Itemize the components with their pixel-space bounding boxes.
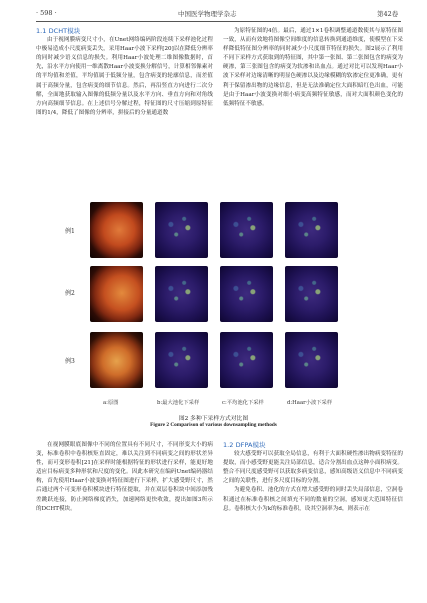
row-label-2: 例2: [65, 290, 75, 297]
haar-feature-3: [285, 332, 338, 388]
haar-feature-2: [285, 266, 338, 322]
fundus-image-2: [90, 266, 143, 322]
maxpool-feature-3: [155, 332, 208, 388]
right-column-bottom: [223, 441, 403, 514]
fundus-image-3: [90, 332, 143, 388]
row-label-1: 例1: [65, 228, 75, 235]
volume-label: 第42卷: [377, 10, 399, 18]
section-heading-dfpa: 1.2 DFPA模块: [223, 441, 266, 449]
paragraph: 为避免卷积、池化的方式在增大感受野的同时丢失局部信息，空洞卷积通过在标准卷积核之间填充不同的数量的空洞，感知更大范围特征信息。卷积核大小为k的标准卷积，设其空洞率为d，则表示在: [223, 487, 403, 512]
maxpool-feature-1: [155, 202, 208, 258]
paragraph: 在视网膜眼底图像中不同的位置具有不同尺寸，不同形变大小的病变，标准卷积中卷积核矩直固定，难以关注到不同病变之间的形状差异性，而可变形卷积[21]在采样时能根据特征的形状进行采样，能更好地适应目标病变多种形状和尺度的变化。因此本研究在编码Unet编码器结构，首先使用Haar小波变换对特征图进行下采样，扩大感受野尺寸，然后通过两个可变形卷积模块进行特征提取，并在双层卷积块中间添加残差跳跃连接，防止网络梯度消失，加速网络更快收敛，提出如图3所示的DCHT模块。: [36, 442, 213, 512]
figure-caption-en: Figure 2 Comparison of various downsampling methods: [150, 422, 277, 428]
maxpool-feature-2: [155, 266, 208, 322]
row-label-3: 例3: [65, 358, 75, 365]
journal-title: 中国医学物理学杂志: [178, 10, 237, 18]
header-divider: [36, 21, 401, 22]
subcaption-c: c:平均池化下采样: [222, 400, 264, 406]
avgpool-feature-1: [220, 202, 273, 258]
right-column-top: [223, 27, 403, 109]
subcaption-b: b:最大池化下采样: [157, 400, 200, 406]
avgpool-feature-3: [220, 332, 273, 388]
subcaption-a: a:原图: [103, 400, 119, 406]
paragraph: 较大感受野可以获取全局信息，有利于大面积硬性渗出物病变特征的提取，而小感受野更能关注局部信息，适合分割出血点这种小面积病变。整合不同尺度感受野可以获取多病变信息，感知高级语义信息中不同病变之间的关联性，进行多尺度目标的分割。: [223, 451, 403, 485]
subcaption-d: d:Haar小波下采样: [287, 400, 333, 406]
fundus-image-1: [90, 202, 143, 258]
left-column-top: [36, 27, 213, 118]
paragraph: 由于视网膜病变尺寸小，在Unet网络编码阶段连续下采样池化过程中极易造成小尺度病变丢失，采用Haar小波下采样[20]以在降低分辨率的同时减少语义信息的损失。利用Haar小波处理二维图像数据时，首先，沿水平方向使用一维离散Haar小波变换分解信号，计算相邻像素对的平均值和差值，平均值属于低频分量，包含病变的轮廓信息，而差值属于高频分量，包含病变的细节信息。然后，再沿竖直方向进行二次分解，全面地获取输入图像的低频分量以及水平方向、垂直方向和对角线方向高频细节信息。在上述信号分解过程，特征图的尺寸压缩到原特征图的1/4，降低了图像的分辨率，拼接后的分量通道数: [36, 37, 214, 116]
figure-2: [65, 196, 365, 406]
haar-feature-1: [285, 202, 338, 258]
paragraph: 为原特征图的4倍。最后，通过1×1卷积调整通道数使其与原特征图一致，从而有效地将图像空间维度的信息转换到通道维度，使模型在下采样降低特征图分辨率的同时减少小尺度细节特征的损失。图2展示了利用不同下采样方式获取到的特征图，其中第一张图、第二张图包含的病变为硬渗，第三张图包含的病变为软渗和出血点。通过对比可以发现Haar小波下采样对边缘清晰的明显色硬渗以及边缘模糊的软渗定位更准确，更有利于保留渗出物的边缘信息，但是无法准确定位大面积暗红色出血，可能是由于Haar小波变换对细小病变高频特征敏感，而对大面积颜色变化的低频特征不敏感。: [223, 28, 403, 107]
page-number: · 598 ·: [36, 9, 57, 17]
figure-caption-cn: 图2 多种下采样方式对比图: [178, 416, 249, 422]
avgpool-feature-2: [220, 266, 273, 322]
left-column-bottom: [36, 441, 213, 514]
section-heading-dcht: 1.1 DCHT模块: [36, 27, 81, 35]
